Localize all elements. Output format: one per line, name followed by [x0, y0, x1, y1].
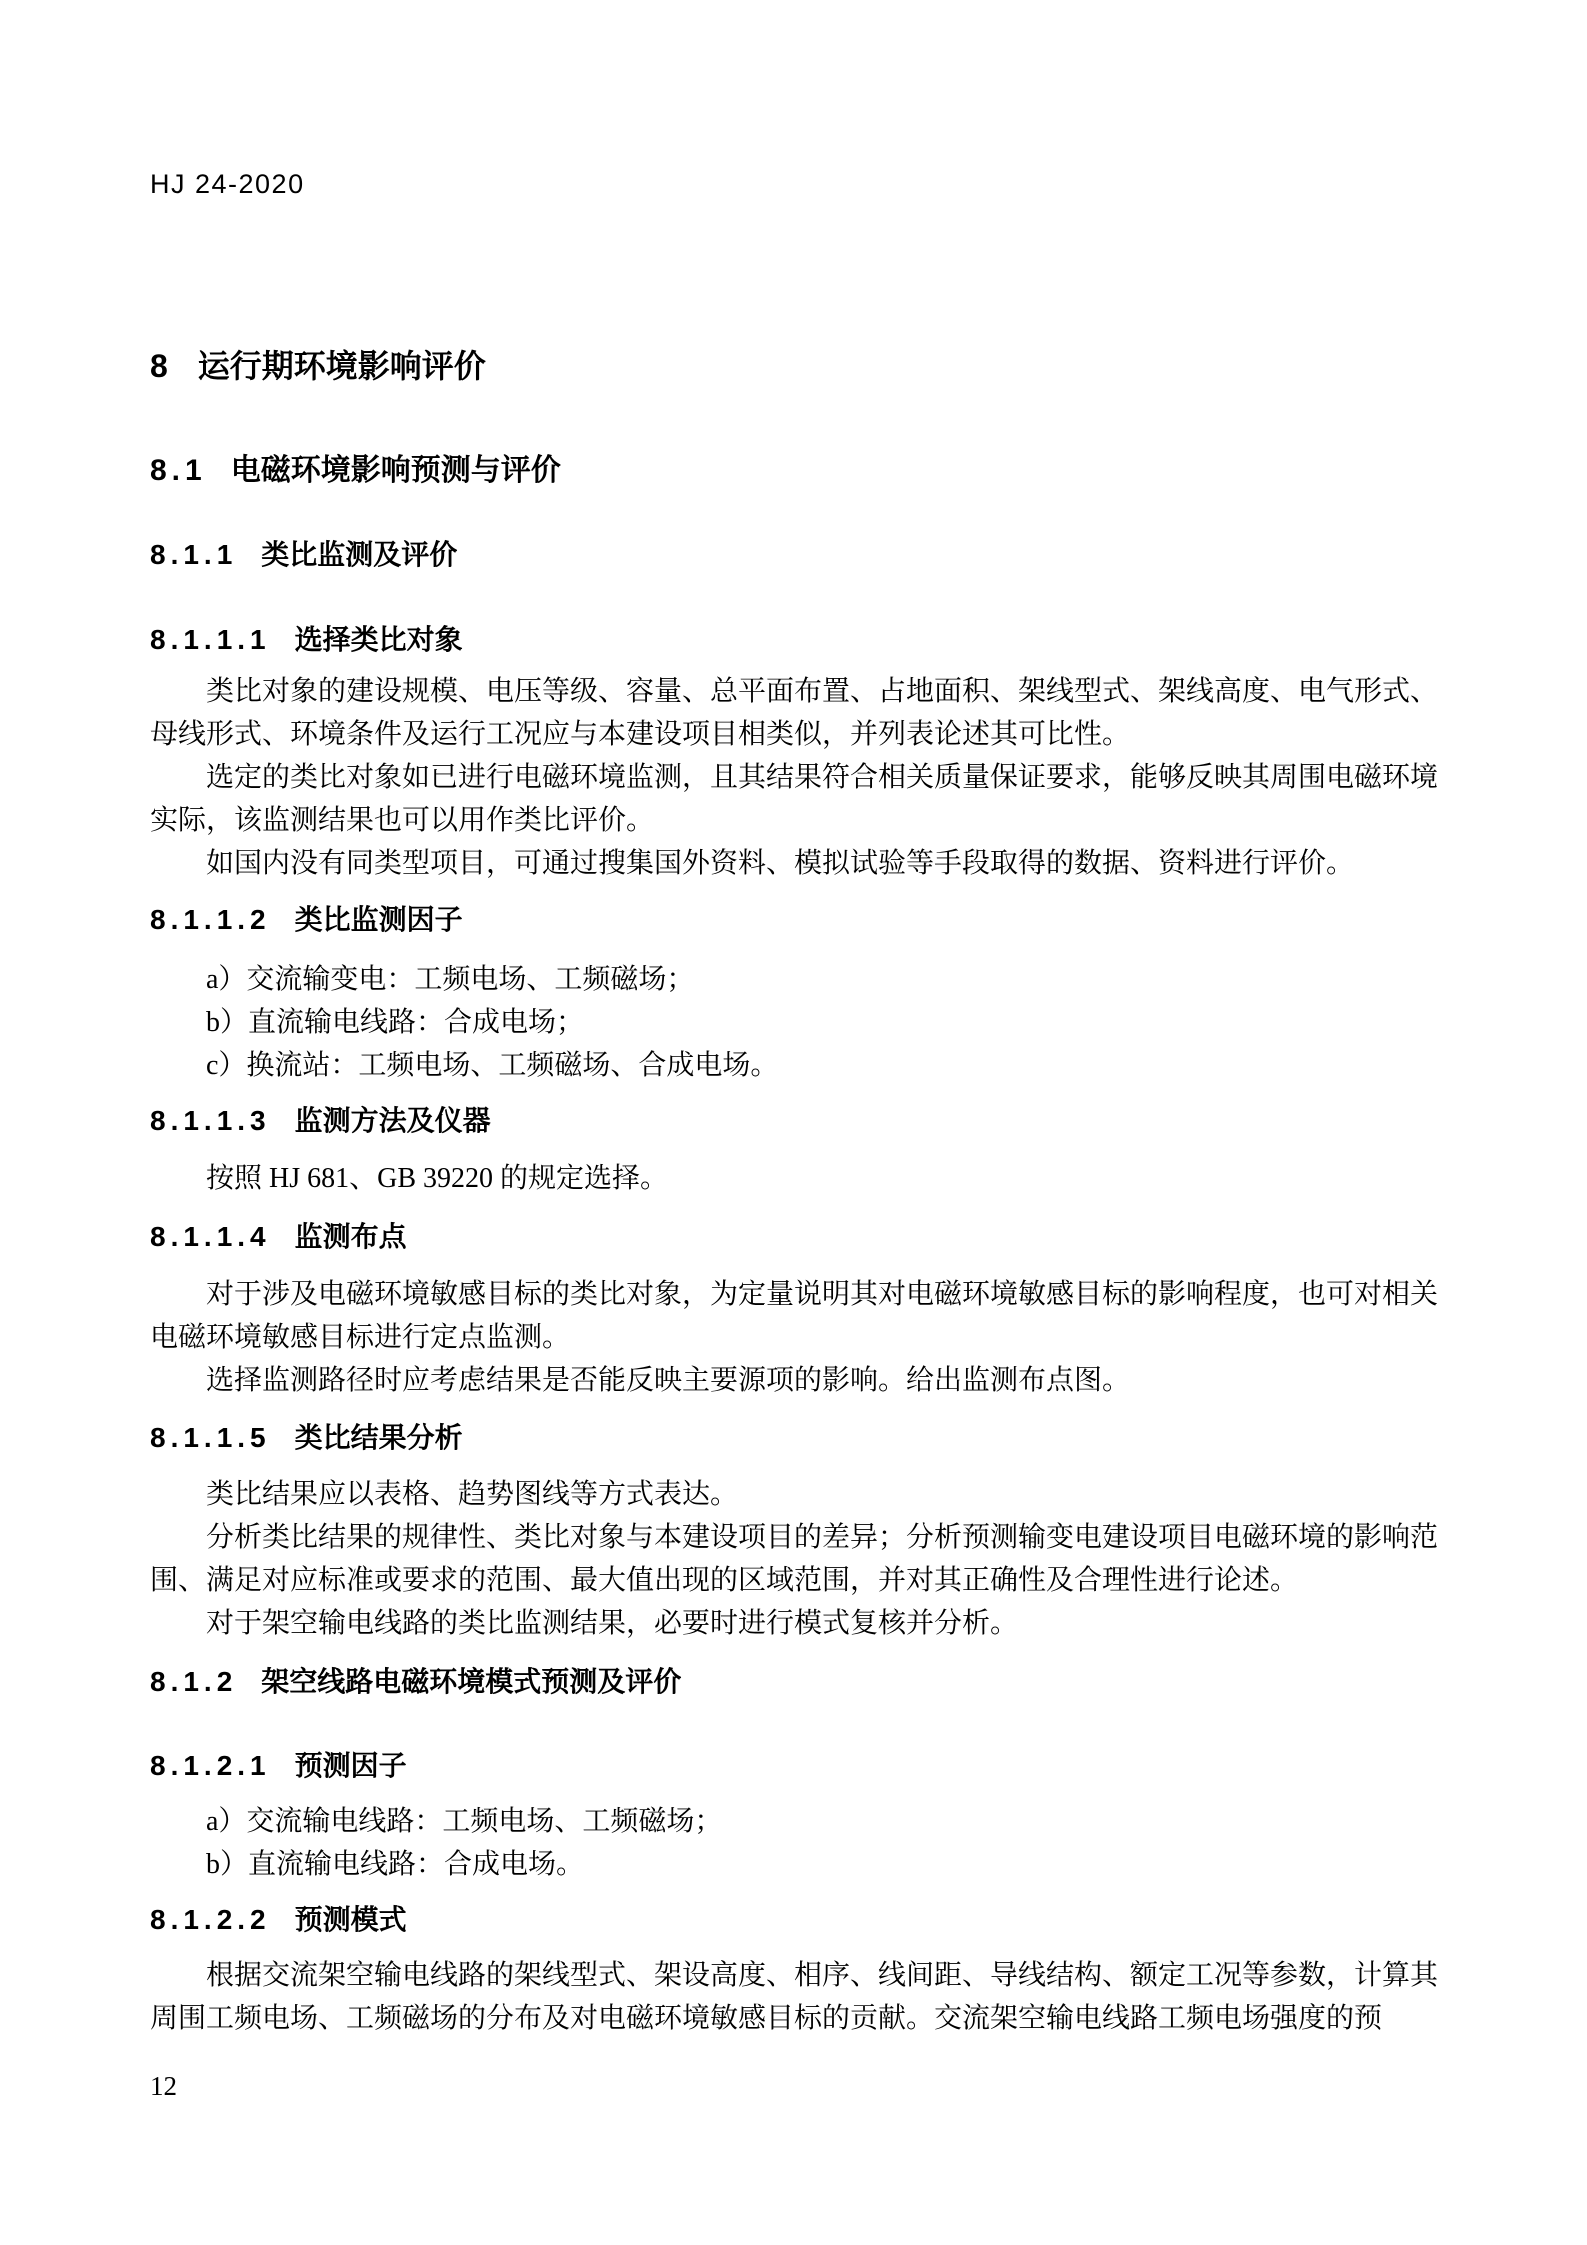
heading-title: 预测因子 [294, 1750, 407, 1781]
heading-number: 8.1.1.4 [150, 1221, 271, 1252]
heading-8-1-1 [150, 541, 1438, 569]
standard-code-header: HJ 24-2020 [150, 169, 305, 199]
heading-number: 8.1.1.5 [150, 1422, 271, 1453]
heading-8-1-1-2 [150, 906, 1438, 934]
heading-8-1-2-2 [150, 1906, 1438, 1934]
heading-number: 8.1.2.2 [150, 1904, 271, 1935]
list-item: a）交流输电线路：工频电场、工频磁场； [206, 1806, 723, 1837]
heading-8-1 [150, 456, 1438, 486]
heading-8-1-1-3 [150, 1107, 1438, 1135]
heading-number: 8.1 [150, 454, 207, 487]
heading-title: 监测布点 [294, 1221, 407, 1252]
factor-list [150, 958, 1438, 1087]
paragraph: 如国内没有同类型项目，可通过搜集国外资料、模拟试验等手段取得的数据、资料进行评价。 [206, 848, 1355, 879]
heading-8-1-2-1 [150, 1752, 1438, 1780]
heading-number: 8.1.1 [150, 539, 238, 570]
heading-title: 类比监测因子 [294, 904, 463, 935]
heading-number: 8.1.2.1 [150, 1750, 271, 1781]
list-item: b）直流输电线路：合成电场； [206, 1007, 585, 1038]
paragraph: 类比结果应以表格、趋势图线等方式表达。 [206, 1479, 739, 1510]
heading-8-1-1-5 [150, 1424, 1438, 1452]
heading-title: 选择类比对象 [294, 624, 463, 655]
heading-8 [150, 350, 1438, 382]
heading-8-1-1-4 [150, 1223, 1438, 1251]
heading-title: 运行期环境影响评价 [197, 348, 486, 384]
paragraph: 按照 HJ 681、GB 39220 的规定选择。 [206, 1163, 669, 1194]
heading-8-1-1-1 [150, 626, 1438, 654]
paragraph: 对于涉及电磁环境敏感目标的类比对象，为定量说明其对电磁环境敏感目标的影响程度，也可对相关电磁环境敏感目标进行定点监测。 [150, 1279, 1439, 1353]
heading-number: 8.1.1.2 [150, 904, 271, 935]
heading-number: 8 [150, 348, 168, 384]
list-item: a）交流输变电：工频电场、工频磁场； [206, 964, 695, 995]
paragraph: 选定的类比对象如已进行电磁环境监测，且其结果符合相关质量保证要求，能够反映其周围电磁环境实际，该监测结果也可以用作类比评价。 [150, 762, 1439, 836]
list-item: c）换流站：工频电场、工频磁场、合成电场。 [206, 1050, 779, 1081]
heading-number: 8.1.2 [150, 1666, 238, 1697]
paragraph: 对于架空输电线路的类比监测结果，必要时进行模式复核并分析。 [206, 1608, 1019, 1639]
heading-8-1-2 [150, 1668, 1438, 1696]
page-number: 12 [150, 2071, 177, 2101]
heading-title: 类比结果分析 [294, 1422, 463, 1453]
paragraph: 分析类比结果的规律性、类比对象与本建设项目的差异；分析预测输变电建设项目电磁环境的影响范围、满足对应标准或要求的范围、最大值出现的区域范围，并对其正确性及合理性进行论述。 [150, 1522, 1439, 1596]
heading-title: 架空线路电磁环境模式预测及评价 [261, 1666, 682, 1697]
heading-title: 类比监测及评价 [261, 539, 458, 570]
heading-title: 监测方法及仪器 [294, 1105, 491, 1136]
paragraph: 根据交流架空输电线路的架线型式、架设高度、相序、线间距、导线结构、额定工况等参数，计算其周围工频电场、工频磁场的分布及对电磁环境敏感目标的贡献。交流架空输电线路工频电场强度的预 [150, 1960, 1439, 2034]
heading-number: 8.1.1.1 [150, 624, 271, 655]
heading-title: 预测模式 [294, 1904, 407, 1935]
factor-list [150, 1800, 1438, 1886]
paragraph: 类比对象的建设规模、电压等级、容量、总平面布置、占地面积、架线型式、架线高度、电气形式、母线形式、环境条件及运行工况应与本建设项目相类似，并列表论述其可比性。 [150, 676, 1439, 750]
heading-number: 8.1.1.3 [150, 1105, 271, 1136]
list-item: b）直流输电线路：合成电场。 [206, 1849, 585, 1880]
paragraph: 选择监测路径时应考虑结果是否能反映主要源项的影响。给出监测布点图。 [206, 1365, 1131, 1396]
heading-title: 电磁环境影响预测与评价 [230, 454, 561, 487]
